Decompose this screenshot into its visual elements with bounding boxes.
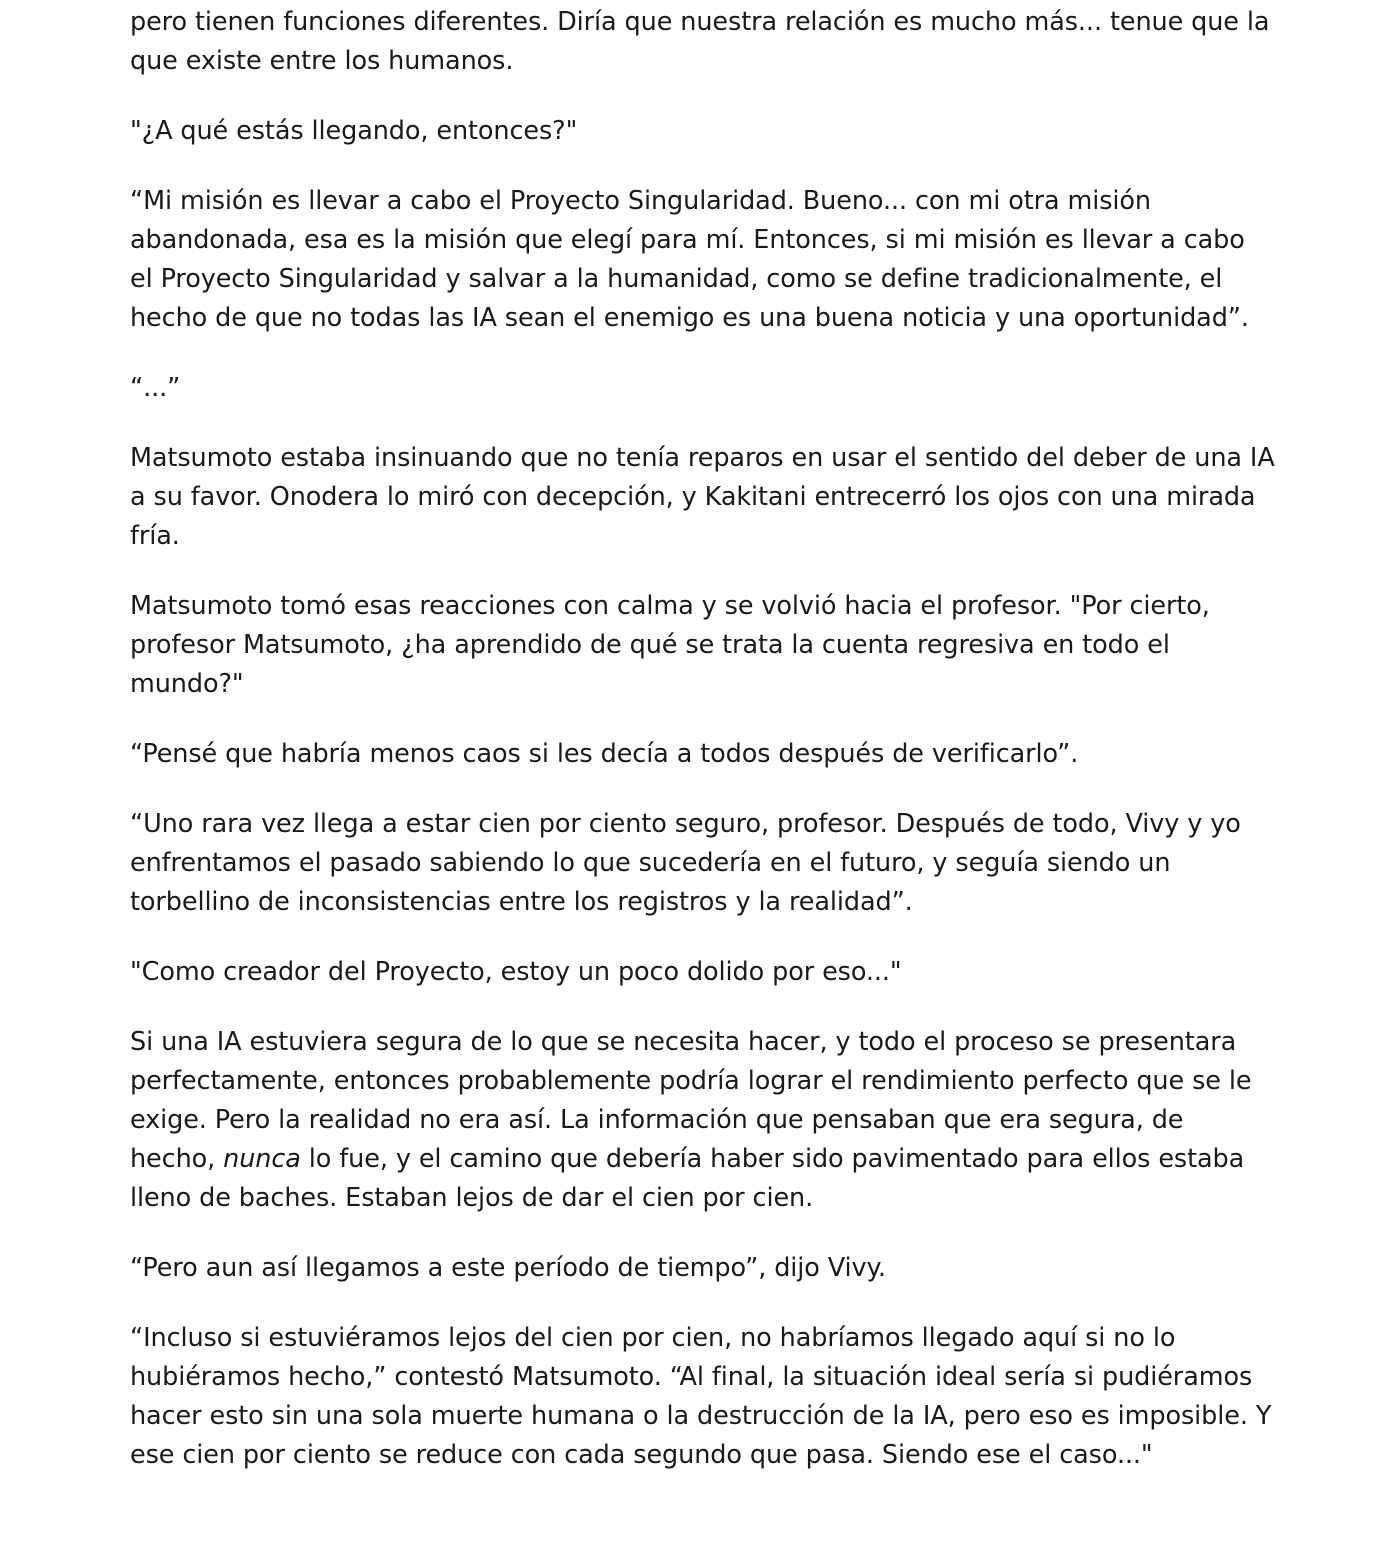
paragraph-10	[130, 1023, 1275, 1218]
paragraph-12: “Incluso si estuviéramos lejos del cien por cien, no habríamos llegado aquí si no lo hubiéramos hecho,” contestó Matsumoto. “Al final, la situación ideal sería si pudiéramos hacer esto sin una sola muerte humana o la destrucción de la IA, pero eso es imposible. Y ese cien por ciento se reduce con cada segundo que pasa. Siendo ese el caso..."	[130, 1323, 1272, 1470]
paragraph-10-text-before: Si una IA estuviera segura de lo que se necesita hacer, y todo el proceso se presentara perfectamente, entonces probablemente podría lograr el rendimiento perfecto que se le exige. Pero la realidad no era así. La información que pensaban que era segura, de hecho,	[130, 1027, 1252, 1174]
paragraph-10-text-after: lo fue, y el camino que debería haber sido pavimentado para ellos estaba lleno de baches. Estaban lejos de dar el cien por cien.	[130, 1144, 1245, 1213]
paragraph-8: “Uno rara vez llega a estar cien por ciento seguro, profesor. Después de todo, Vivy y yo enfrentamos el pasado sabiendo lo que sucedería en el futuro, y seguía siendo un torbellino de inconsistencias entre los registros y la realidad”.	[130, 809, 1241, 917]
paragraph-1: pero tienen funciones diferentes. Diría que nuestra relación es mucho más... tenue que la que existe entre los humanos.	[130, 7, 1270, 76]
paragraph-2: "¿A qué estás llegando, entonces?"	[130, 116, 578, 146]
paragraph-4: “...”	[130, 373, 181, 403]
paragraph-5: Matsumoto estaba insinuando que no tenía reparos en usar el sentido del deber de una IA a su favor. Onodera lo miró con decepción, y Kakitani entrecerró los ojos con una mirada fría.	[130, 443, 1275, 551]
paragraph-3: “Mi misión es llevar a cabo el Proyecto Singularidad. Bueno... con mi otra misión abandonada, esa es la misión que elegí para mí. Entonces, si mi misión es llevar a cabo el Proyecto Singularidad y salvar a la humanidad, como se define tradicionalmente, el hecho de que no todas las IA sean el enemigo es una buena noticia y una oportunidad”.	[130, 186, 1249, 333]
paragraph-10-italic-word: nunca	[223, 1144, 301, 1174]
document-page	[130, 3, 1275, 1475]
paragraph-11: “Pero aun así llegamos a este período de tiempo”, dijo Vivy.	[130, 1253, 886, 1283]
paragraph-9: "Como creador del Proyecto, estoy un poco dolido por eso..."	[130, 957, 902, 987]
paragraph-6: Matsumoto tomó esas reacciones con calma y se volvió hacia el profesor. "Por cierto, profesor Matsumoto, ¿ha aprendido de qué se trata la cuenta regresiva en todo el mundo?"	[130, 591, 1210, 699]
paragraph-7: “Pensé que habría menos caos si les decía a todos después de verificarlo”.	[130, 739, 1079, 769]
